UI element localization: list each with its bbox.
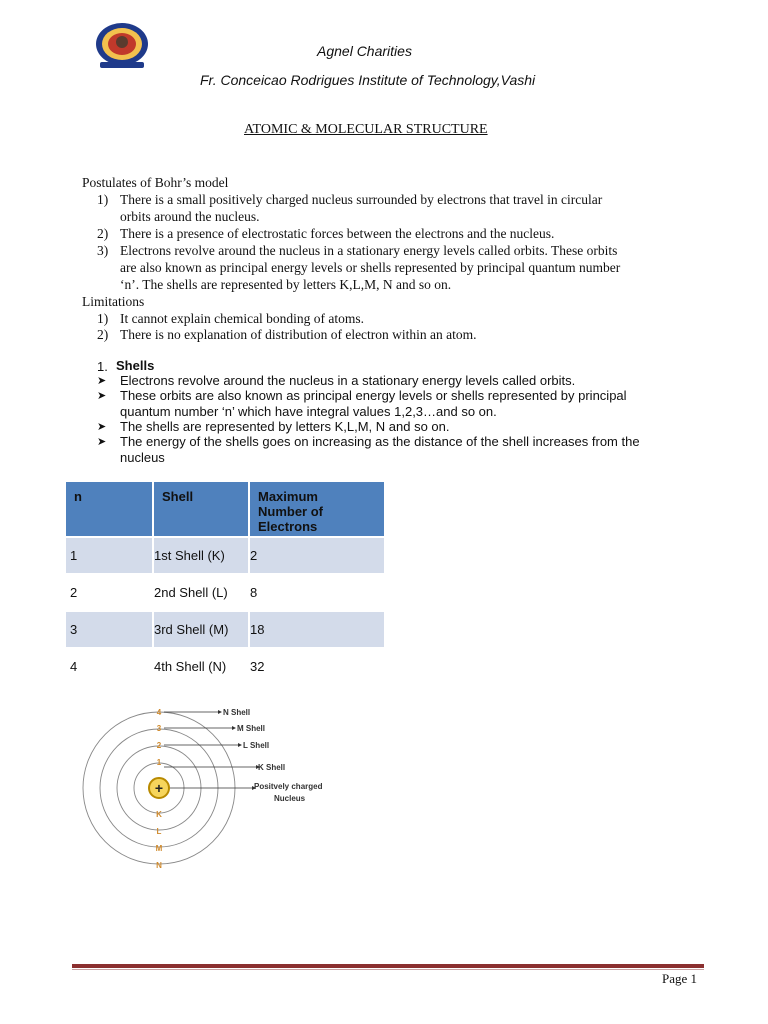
table-row [66, 538, 384, 573]
table-cell: 8 [250, 575, 384, 610]
arrow-bullet-icon: ➤ [97, 436, 107, 448]
table-cell: 32 [250, 649, 384, 684]
header-line: Maximum [258, 489, 318, 504]
table-cell: 2nd Shell (L) [154, 575, 248, 610]
bullet-line: nucleus [120, 450, 165, 465]
limitation-text: There is no explanation of distribution of electron within an atom. [120, 327, 477, 342]
limitations-heading: Limitations [82, 294, 145, 309]
table-cell: 18 [250, 612, 384, 647]
table-header-cell [66, 482, 152, 536]
arrow-bullet-icon: ➤ [97, 390, 107, 402]
shell-number-1: 1 [156, 758, 162, 767]
shells-table [64, 480, 386, 686]
postulate-line: There is a small positively charged nucleus surrounded by electrons that travel in circular [120, 192, 603, 207]
postulate-line: There is a presence of electrostatic forces between the electrons and the nucleus. [120, 226, 555, 241]
header-line: Number of [258, 504, 323, 519]
postulate-line: Electrons revolve around the nucleus in a stationary energy levels called orbits. These orbits [120, 243, 618, 258]
shell-letter-l: L [156, 827, 162, 836]
nucleus-plus: + [154, 780, 164, 796]
pointer-arrow-icon [218, 710, 222, 714]
table-row [66, 575, 384, 610]
table-cell: 4 [66, 649, 152, 684]
arrow-bullet-icon: ➤ [97, 375, 107, 387]
shell-number-2: 2 [156, 741, 162, 750]
table-header-cell [250, 482, 384, 536]
bullet-line: Electrons revolve around the nucleus in a stationary energy levels called orbits. [120, 373, 576, 388]
pointer-arrow-icon [238, 743, 242, 747]
institute-name: Fr. Conceicao Rodrigues Institute of Technology,Vashi [200, 72, 536, 88]
table-row [66, 649, 384, 684]
postulate-line: ‘n’. The shells are represented by letters K,L,M, N and so on. [120, 277, 452, 292]
institute-logo [94, 22, 150, 70]
header-shell: Shell [162, 489, 194, 504]
table-cell: 3 [66, 612, 152, 647]
pointer-arrow-icon [232, 726, 236, 730]
header-max-electrons [250, 482, 384, 534]
limitation-number: 1) [97, 311, 109, 326]
organization-name: Agnel Charities [317, 43, 412, 59]
shell-number-4: 4 [156, 708, 162, 717]
label-nucleus-line2: Nucleus [274, 794, 306, 803]
footer-rule [72, 964, 704, 968]
postulate-line: are also known as principal energy levels or shells represented by principal quantum number [120, 260, 621, 275]
table-cell: 1st Shell (K) [154, 538, 248, 573]
bullet-line: The shells are represented by letters K,L,M, N and so on. [120, 419, 450, 434]
shell-letter-m: M [155, 844, 163, 853]
table-row [66, 612, 384, 647]
arrow-bullet-icon: ➤ [97, 421, 107, 433]
label-l-shell: L Shell [243, 741, 270, 750]
header-line: Electrons [258, 519, 318, 534]
shell-letter-n: N [156, 861, 162, 870]
shell-letter-k: K [156, 810, 162, 819]
limitation-number: 2) [97, 327, 109, 342]
table-header-row [66, 482, 384, 536]
document-title: ATOMIC & MOLECULAR STRUCTURE [244, 122, 488, 137]
bullet-line: The energy of the shells goes on increasing as the distance of the shell increases from the [120, 434, 640, 449]
section-number: 1. [97, 359, 108, 374]
label-m-shell: M Shell [237, 724, 266, 733]
label-nucleus-line1: Positvely charged [254, 782, 323, 791]
limitation-text: It cannot explain chemical bonding of atoms. [120, 311, 365, 326]
table-cell: 1 [66, 538, 152, 573]
postulate-number: 2) [97, 226, 109, 241]
table-header-cell [154, 482, 248, 536]
table-cell: 2 [250, 538, 384, 573]
label-n-shell: N Shell [223, 708, 251, 717]
postulates-heading: Postulates of Bohr’s model [82, 175, 229, 190]
table-cell: 3rd Shell (M) [154, 612, 248, 647]
bullet-line: quantum number ‘n’ which have integral values 1,2,3…and so on. [120, 404, 497, 419]
postulate-line: orbits around the nucleus. [120, 209, 260, 224]
table-cell: 4th Shell (N) [154, 649, 248, 684]
atom-shell-diagram [80, 700, 380, 875]
page-number: Page 1 [662, 971, 698, 986]
postulate-number: 3) [97, 243, 109, 258]
postulate-number: 1) [97, 192, 109, 207]
bullet-line: These orbits are also known as principal energy levels or shells represented by principal [120, 388, 627, 403]
label-k-shell: K Shell [258, 763, 286, 772]
footer-rule-thin [72, 969, 704, 970]
header-n: n [74, 489, 82, 504]
section-heading: Shells [116, 358, 155, 373]
table-cell: 2 [66, 575, 152, 610]
shell-number-3: 3 [156, 724, 162, 733]
